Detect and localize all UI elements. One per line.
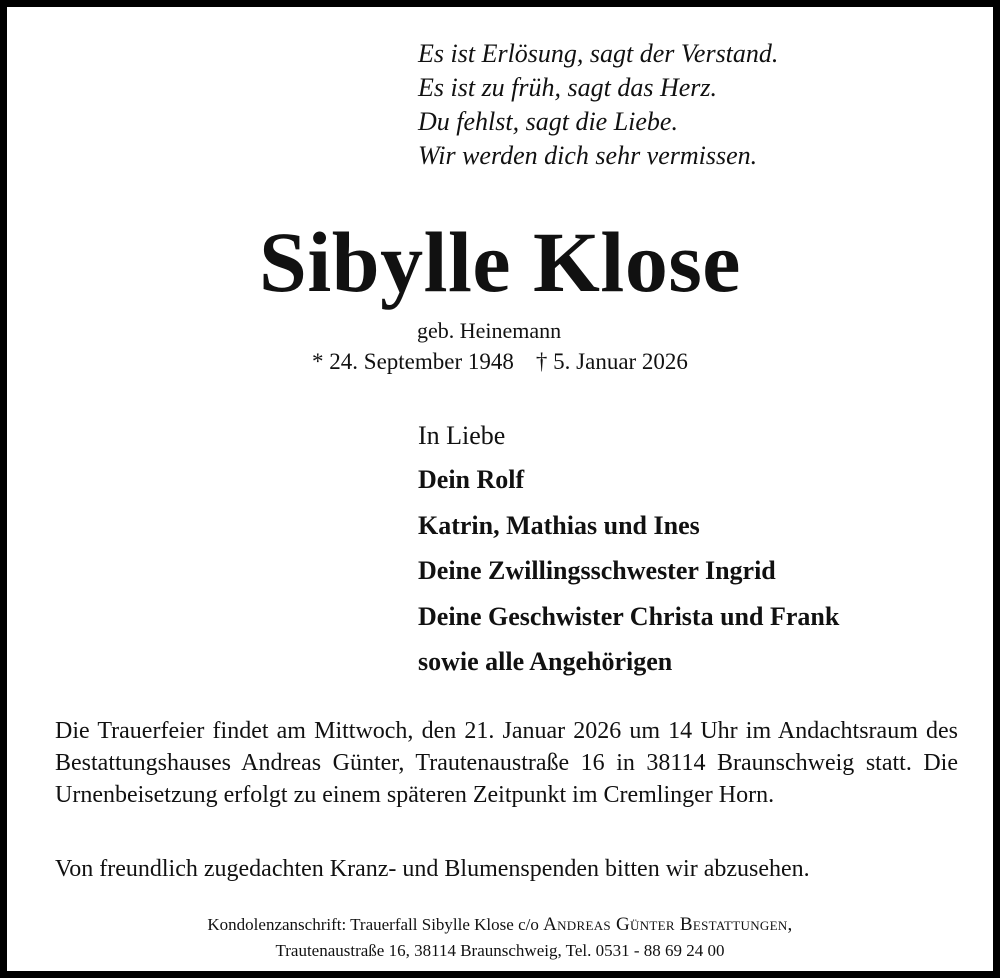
birth-name: geb. Heinemann xyxy=(417,318,562,343)
poem-line: Du fehlst, sagt die Liebe. xyxy=(418,107,678,136)
flowers-note: Von freundlich zugedachten Kranz- und Blumenspenden bitten wir abzusehen. xyxy=(55,856,810,882)
mourner: Deine Geschwister Christa und Frank xyxy=(418,601,840,631)
mourner: Katrin, Mathias und Ines xyxy=(418,510,700,540)
life-dates xyxy=(7,347,993,377)
mourner: Dein Rolf xyxy=(418,465,525,494)
address-prefix: Kondolenzanschrift: Trauerfall Sibylle Klose c/o xyxy=(207,915,539,934)
mourners-list xyxy=(418,463,839,691)
condolence-address xyxy=(7,912,993,964)
funeral-home-name: Andreas Günter Bestattungen, xyxy=(543,914,793,935)
poem xyxy=(418,37,778,173)
poem-line: Wir werden dich sehr vermissen. xyxy=(418,141,758,170)
poem-line: Es ist Erlösung, sagt der Verstand. xyxy=(418,39,779,68)
mourner: sowie alle Angehörigen xyxy=(418,647,673,676)
poem-line: Es ist zu früh, sagt das Herz. xyxy=(418,73,718,102)
address-line-1 xyxy=(7,912,993,938)
service-details: Die Trauerfeier findet am Mittwoch, den 21. Januar 2026 um 14 Uhr im Andachtsraum des Bestattungshauses Andreas Günter, Trautenaustraße 16 in 38114 Braunschweig statt. Die Urnenbeisetzung erfolgt zu einem späteren Zeitpunkt im Cremlinger Horn. xyxy=(55,718,958,808)
mourner: Deine Zwillingsschwester Ingrid xyxy=(418,556,776,585)
address-line-2: Trautenaustraße 16, 38114 Braunschweig, Tel. 0531 - 88 69 24 00 xyxy=(275,941,725,960)
death-date: † 5. Januar 2026 xyxy=(535,349,688,374)
deceased-name: Sibylle Klose xyxy=(259,214,741,310)
in-love-label: In Liebe xyxy=(418,421,506,450)
birth-date: * 24. September 1948 xyxy=(312,349,514,374)
